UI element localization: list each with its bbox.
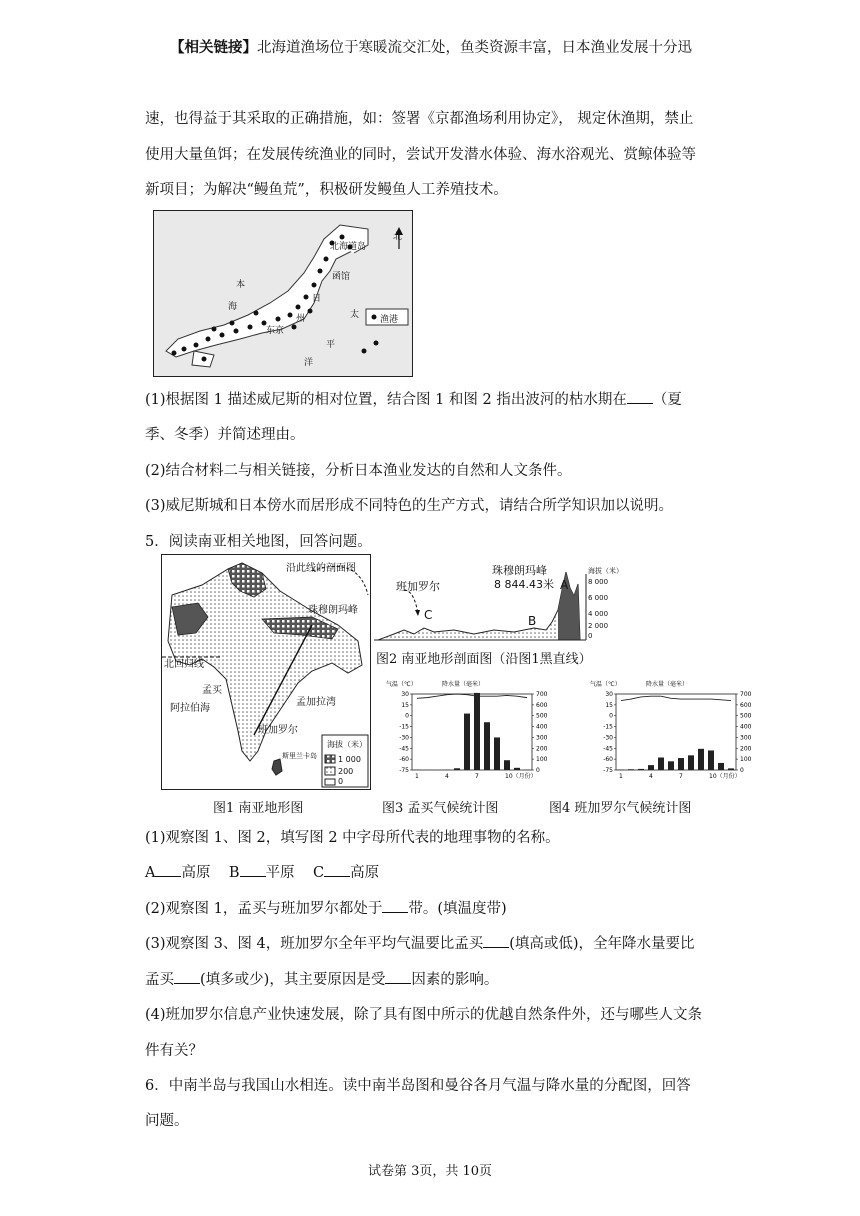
q5-3-blank-1[interactable] — [483, 935, 509, 948]
link-line-4: 新项目；为解决“鳗鱼荒”，积极研发鳗鱼人工养殖技术。 — [145, 182, 508, 198]
q5-3-blank-3[interactable] — [385, 971, 411, 984]
label-arabian-sea: 阿拉伯海 — [170, 703, 210, 714]
month-tick-label: 1 — [619, 773, 623, 780]
precip-tick-label: 300 — [536, 734, 548, 742]
label-ri: 日 — [312, 294, 322, 304]
precip-bar — [628, 769, 634, 770]
precip-tick-label: 700 — [740, 691, 752, 698]
temp-tick-label: -45 — [399, 745, 409, 753]
q4-1-line1 — [145, 388, 682, 409]
q4-1-blank[interactable] — [627, 391, 653, 404]
precip-tick-label: 700 — [536, 691, 548, 698]
profile-letter-c: C — [424, 608, 433, 622]
precip-bar — [648, 765, 654, 770]
link-label: 【相关链接】 — [170, 39, 257, 56]
link-line-1 — [170, 36, 692, 57]
precip-bar — [708, 750, 714, 770]
label-everest-map: 珠穆朗玛峰 — [308, 605, 358, 616]
q5-1-a-letter: A — [145, 865, 156, 881]
temp-tick-label: 0 — [609, 712, 613, 720]
precip-tick-label: 600 — [740, 701, 752, 709]
label-ping: 平 — [326, 340, 336, 350]
precip-bar — [484, 722, 490, 770]
q5-1-a-suffix: 高原 — [181, 865, 211, 881]
legend-title: 海拔（米） — [327, 740, 367, 749]
south-asia-map — [161, 554, 371, 790]
label-bengal-bay: 孟加拉湾 — [296, 697, 336, 708]
profile-letter-a: A — [560, 578, 569, 592]
label-tai: 太 — [350, 310, 360, 320]
precip-axis-title: 降水量（毫米） — [442, 681, 485, 688]
temp-tick-label: 0 — [405, 712, 409, 720]
link-line-2: 速，也得益于其采取的正确措施，如：签署《京都渔场利用协定》， 规定休渔期，禁止 — [145, 111, 694, 127]
q6-line1: 6．中南半岛与我国山水相连。读中南半岛图和曼谷各月气温与降水量的分配图，回答 — [145, 1078, 691, 1094]
q5-2-post: 带。(填温度带) — [408, 901, 507, 917]
temp-tick-label: -30 — [399, 734, 409, 742]
temperature-line — [621, 696, 731, 700]
temp-tick-label: 30 — [401, 691, 409, 698]
precip-bar — [718, 763, 724, 770]
bangalore-climate-chart — [590, 676, 770, 786]
q5-3-line1 — [145, 932, 695, 953]
plot-frame — [616, 694, 736, 770]
q5-1: (1)观察图 1、图 2，填写图 2 中字母所代表的地理事物的名称。 — [145, 830, 560, 846]
q5-3-l2-post: 因素的影响。 — [411, 972, 499, 988]
q6-line2: 问题。 — [145, 1113, 189, 1129]
q5-3-mid: (填高或低)，全年降水量要比 — [509, 936, 695, 952]
page-footer: 试卷第 3页，共 10页 — [367, 1164, 493, 1179]
temp-tick-label: 30 — [605, 691, 613, 698]
q5-1-b-letter: B — [228, 865, 240, 881]
precip-bar — [678, 758, 684, 770]
north-label: 北 — [393, 232, 403, 242]
precip-tick-label: 400 — [740, 723, 752, 731]
link-text-1: 北海道渔场位于寒暖流交汇处，鱼类资源丰富，日本渔业发展十分迅 — [257, 40, 692, 56]
label-tropic: 北回归线 — [164, 659, 204, 670]
precip-bar — [658, 758, 664, 770]
label-srilanka: 斯里兰卡岛 — [282, 752, 317, 760]
q5-1-b-suffix: 平原 — [265, 865, 295, 881]
label-tokyo: 东京 — [266, 326, 285, 336]
month-tick-label: 10（月份） — [505, 773, 537, 780]
precip-bar — [494, 737, 500, 770]
q4-1-line2: 季、冬季）并简述理由。 — [145, 427, 305, 443]
precip-bar — [464, 714, 470, 770]
q5-3-line2 — [145, 968, 498, 989]
q5-4-line1: (4)班加罗尔信息产业快速发展，除了具有图中所示的优越自然条件外，还与哪些人文条 — [145, 1007, 703, 1023]
label-profile-note: 沿此线的剖面图 — [286, 563, 356, 574]
japan-fishing-map — [153, 210, 413, 377]
temp-tick-label: -45 — [603, 745, 613, 753]
q5-2-blank[interactable] — [382, 900, 408, 913]
label-hakodate: 函馆 — [332, 272, 351, 282]
temp-tick-label: -15 — [399, 723, 409, 731]
profile-tick-4000: 4 000 — [588, 610, 609, 618]
profile-tick-6000: 6 000 — [588, 594, 609, 602]
temp-tick-label: 15 — [605, 701, 613, 709]
temp-tick-label: 15 — [401, 701, 409, 709]
profile-tick-2000: 2 000 — [588, 622, 609, 630]
profile-tick-0: 0 — [588, 632, 593, 640]
q4-1-tail: （夏 — [652, 392, 682, 408]
temp-tick-label: -75 — [603, 767, 613, 774]
legend-fishing-port: 渔港 — [380, 315, 399, 325]
q5-3-blank-2[interactable] — [174, 971, 200, 984]
temperature-line — [417, 694, 527, 698]
q5-3-pre: (3)观察图 3、图 4，班加罗尔全年平均气温要比孟买 — [145, 936, 484, 952]
temp-tick-label: -30 — [603, 734, 613, 742]
month-tick-label: 4 — [445, 773, 449, 780]
temp-tick-label: -60 — [399, 756, 409, 764]
profile-everest: 珠穆朗玛峰 — [492, 564, 547, 577]
precip-axis-title: 降水量（毫米） — [646, 681, 689, 688]
q5-1-a-blank[interactable] — [155, 864, 181, 877]
precip-tick-label: 300 — [740, 734, 752, 742]
q5-title: 5．阅读南亚相关地图，回答问题。 — [145, 534, 372, 550]
month-tick-label: 1 — [415, 773, 419, 780]
month-tick-label: 10（月份） — [709, 773, 741, 780]
profile-tick-8000: 8 000 — [588, 578, 609, 586]
precip-bar — [698, 749, 704, 770]
precip-tick-label: 100 — [740, 756, 752, 764]
q5-2-pre: (2)观察图 1，孟买与班加罗尔都处于 — [145, 901, 383, 917]
month-tick-label: 4 — [649, 773, 653, 780]
q5-1-c-blank[interactable] — [324, 864, 350, 877]
q5-1-b-blank[interactable] — [240, 864, 266, 877]
q5-2 — [145, 897, 507, 918]
temp-axis-title: 气温（℃） — [590, 681, 621, 688]
label-bangalore-map: 班加罗尔 — [258, 725, 298, 736]
temp-axis-title: 气温（℃） — [386, 681, 417, 688]
precip-bar — [474, 693, 480, 770]
precip-bar — [514, 768, 520, 770]
south-asia-svg — [162, 555, 370, 789]
precip-tick-label: 600 — [536, 701, 548, 709]
q5-1-c-suffix: 高原 — [350, 865, 380, 881]
precip-tick-label: 0 — [740, 767, 744, 774]
fig3-caption: 图3 孟买气候统计图 — [382, 801, 499, 816]
plot-frame — [412, 694, 532, 770]
japan-map-svg — [154, 211, 412, 376]
profile-altitude-title: 海拔（米） — [588, 567, 623, 575]
legend-0: 0 — [338, 777, 344, 786]
month-tick-label: 7 — [679, 773, 683, 780]
profile-bangalore: 班加罗尔 — [396, 580, 440, 593]
q5-1-c-letter: C — [313, 865, 325, 881]
month-tick-label: 7 — [475, 773, 479, 780]
label-yang: 洋 — [304, 358, 314, 368]
q4-2: (2)结合材料二与相关链接，分析日本渔业发达的自然和人文条件。 — [145, 463, 572, 479]
q5-1-answers — [145, 861, 379, 882]
q4-3: (3)威尼斯城和日本傍水而居形成不同特色的生产方式，请结合所学知识加以说明。 — [145, 498, 674, 514]
profile-height: 8 844.43米 — [494, 578, 554, 591]
precip-bar — [688, 755, 694, 770]
profile-figure — [374, 560, 636, 670]
precip-tick-label: 400 — [536, 723, 548, 731]
precip-tick-label: 200 — [740, 745, 752, 753]
fig1-caption: 图1 南亚地形图 — [213, 801, 304, 816]
temp-tick-label: -15 — [603, 723, 613, 731]
fig4-caption: 图4 班加罗尔气候统计图 — [549, 801, 692, 816]
precip-tick-label: 500 — [740, 712, 752, 720]
precip-bar — [728, 768, 734, 770]
q5-3-l2-pre: 孟买 — [145, 972, 174, 988]
precip-tick-label: 0 — [536, 767, 540, 774]
link-line-3: 使用大量鱼饵；在发展传统渔业的同时，尝试开发潜水体验、海水浴观光、赏鲸体验等 — [145, 147, 696, 163]
q5-4-line2: 件有关？ — [145, 1043, 203, 1059]
precip-bar — [668, 761, 674, 770]
temp-tick-label: -60 — [603, 756, 613, 764]
label-zhou: 州 — [296, 314, 306, 324]
legend-200: 200 — [338, 767, 354, 776]
mumbai-climate-chart — [386, 676, 566, 786]
precip-tick-label: 500 — [536, 712, 548, 720]
precip-bar — [638, 769, 644, 770]
label-hokkaido: 北海道岛 — [330, 242, 367, 252]
precip-tick-label: 100 — [536, 756, 548, 764]
label-mumbai: 孟买 — [202, 685, 222, 696]
label-ben: 本 — [236, 280, 246, 290]
legend-1000: 1 000 — [338, 755, 361, 764]
label-hai: 海 — [228, 302, 238, 312]
profile-caption: 图2 南亚地形剖面图（沿图1黑直线） — [376, 652, 592, 667]
q5-3-l2-mid: (填多或少)，其主要原因是受 — [200, 972, 386, 988]
profile-letter-b: B — [528, 614, 537, 628]
q4-1-text: (1)根据图 1 描述威尼斯的相对位置，结合图 1 和图 2 指出波河的枯水期在 — [145, 392, 627, 408]
precip-tick-label: 200 — [536, 745, 548, 753]
precip-bar — [454, 768, 460, 770]
temp-tick-label: -75 — [399, 767, 409, 774]
precip-bar — [504, 760, 510, 770]
